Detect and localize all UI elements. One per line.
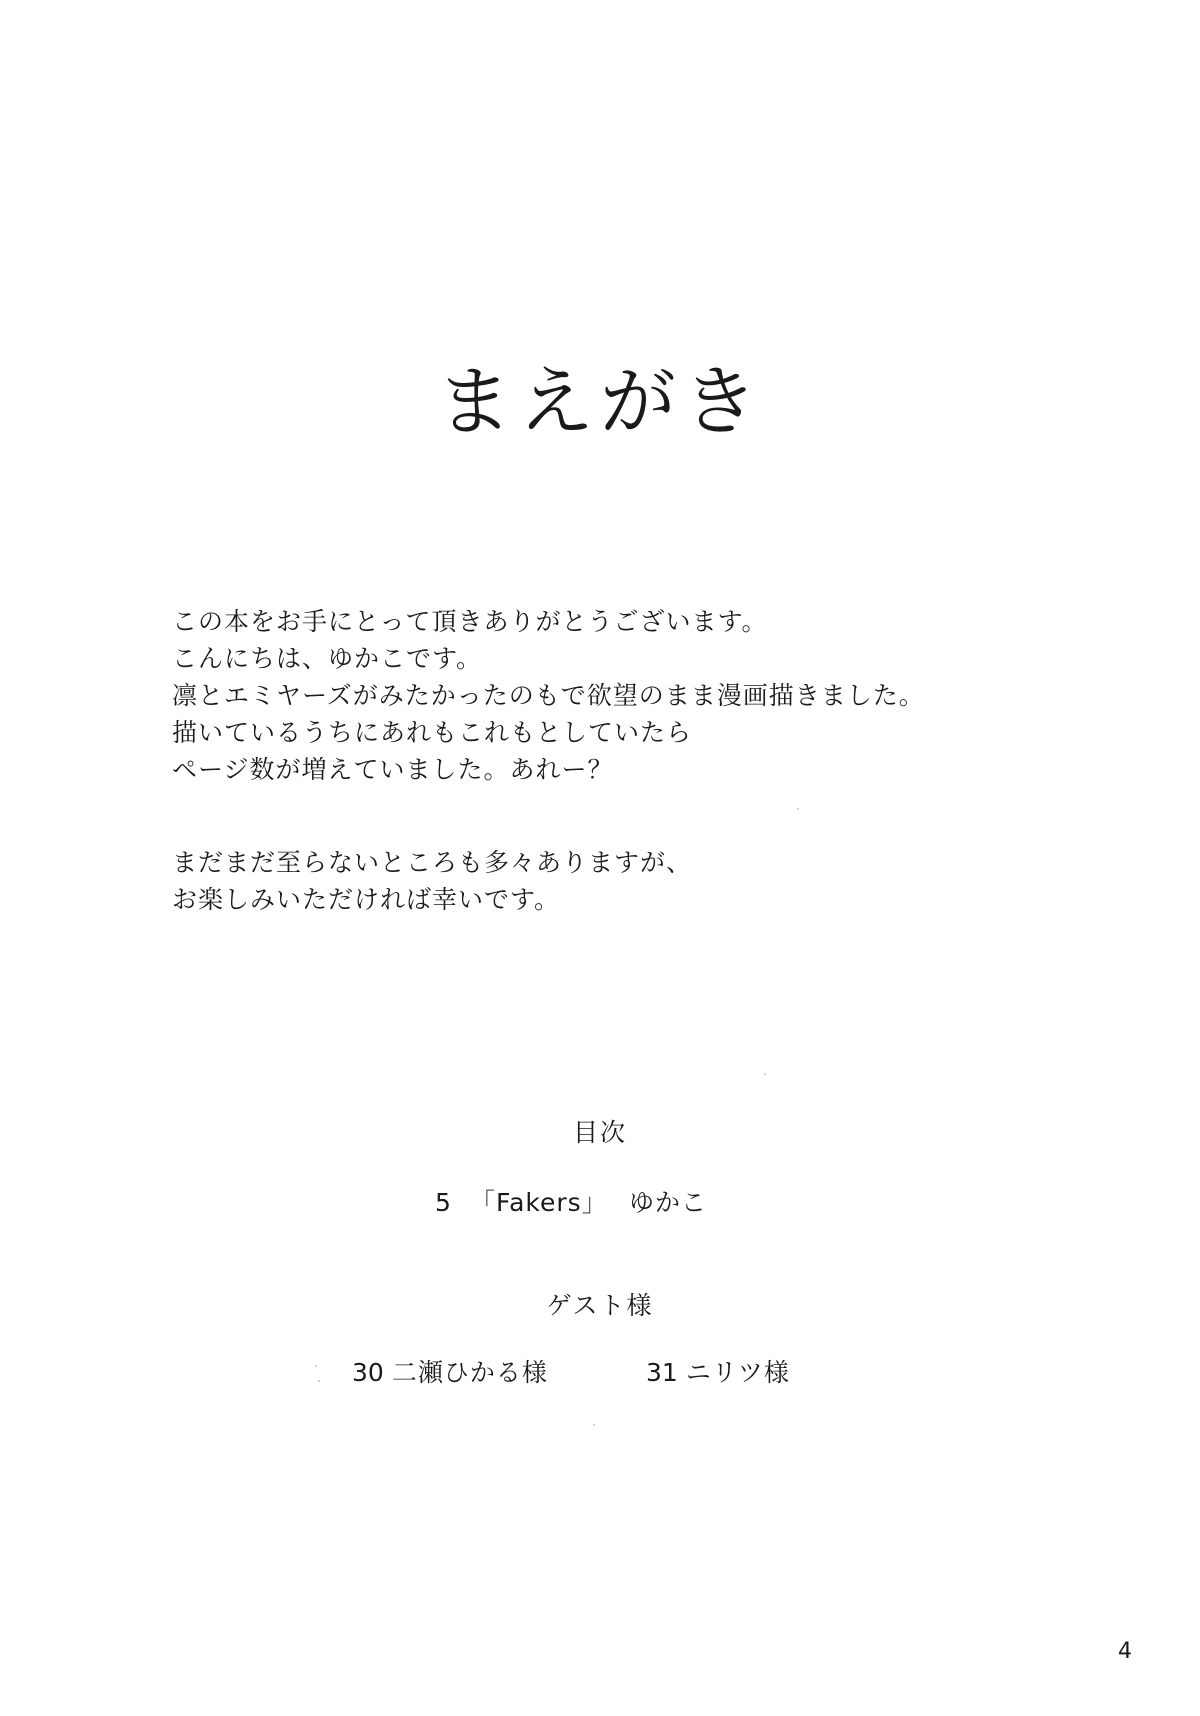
intro-line: ページ数が増えていました。あれー？ (172, 755, 614, 784)
toc-heading: 目次 (572, 1118, 627, 1147)
toc-entry-author: ゆかこ (629, 1188, 708, 1217)
guest-entry (646, 1355, 790, 1391)
closing-line: お楽しみいただければ幸いです。 (172, 885, 561, 914)
intro-paragraph (172, 603, 1072, 788)
scan-speck (318, 1380, 320, 1382)
intro-line: この本をお手にとって頂きありがとうございます。 (172, 607, 768, 636)
intro-line: 描いているうちにあれもこれもとしていたら (172, 718, 693, 747)
page-title: まえがき (436, 357, 764, 446)
intro-line: 凛とエミヤーズがみたかったのもで欲望のまま漫画描きました。 (172, 681, 925, 710)
guest-entry-page: 30 (352, 1358, 384, 1387)
guest-entry-page: 31 (646, 1358, 678, 1387)
closing-line: まだまだ至らないところも多々ありますが、 (172, 848, 693, 877)
toc-entry-title: 「Fakers」 (470, 1188, 608, 1217)
guest-heading: ゲスト様 (546, 1291, 654, 1320)
guest-entry-name: 二瀬ひかる様 (391, 1358, 548, 1387)
toc-entry-page: 5 (435, 1188, 451, 1217)
scan-speck (315, 1365, 317, 1367)
page-number: 4 (1118, 1639, 1132, 1664)
scan-speck (797, 808, 799, 810)
guest-entry (352, 1355, 548, 1391)
scan-speck (593, 1424, 595, 1426)
scan-speck (764, 1073, 766, 1075)
guest-entry-name: ニリツ様 (685, 1358, 790, 1387)
closing-paragraph (172, 844, 1072, 918)
intro-line: こんにちは、ゆかこです。 (172, 644, 483, 673)
